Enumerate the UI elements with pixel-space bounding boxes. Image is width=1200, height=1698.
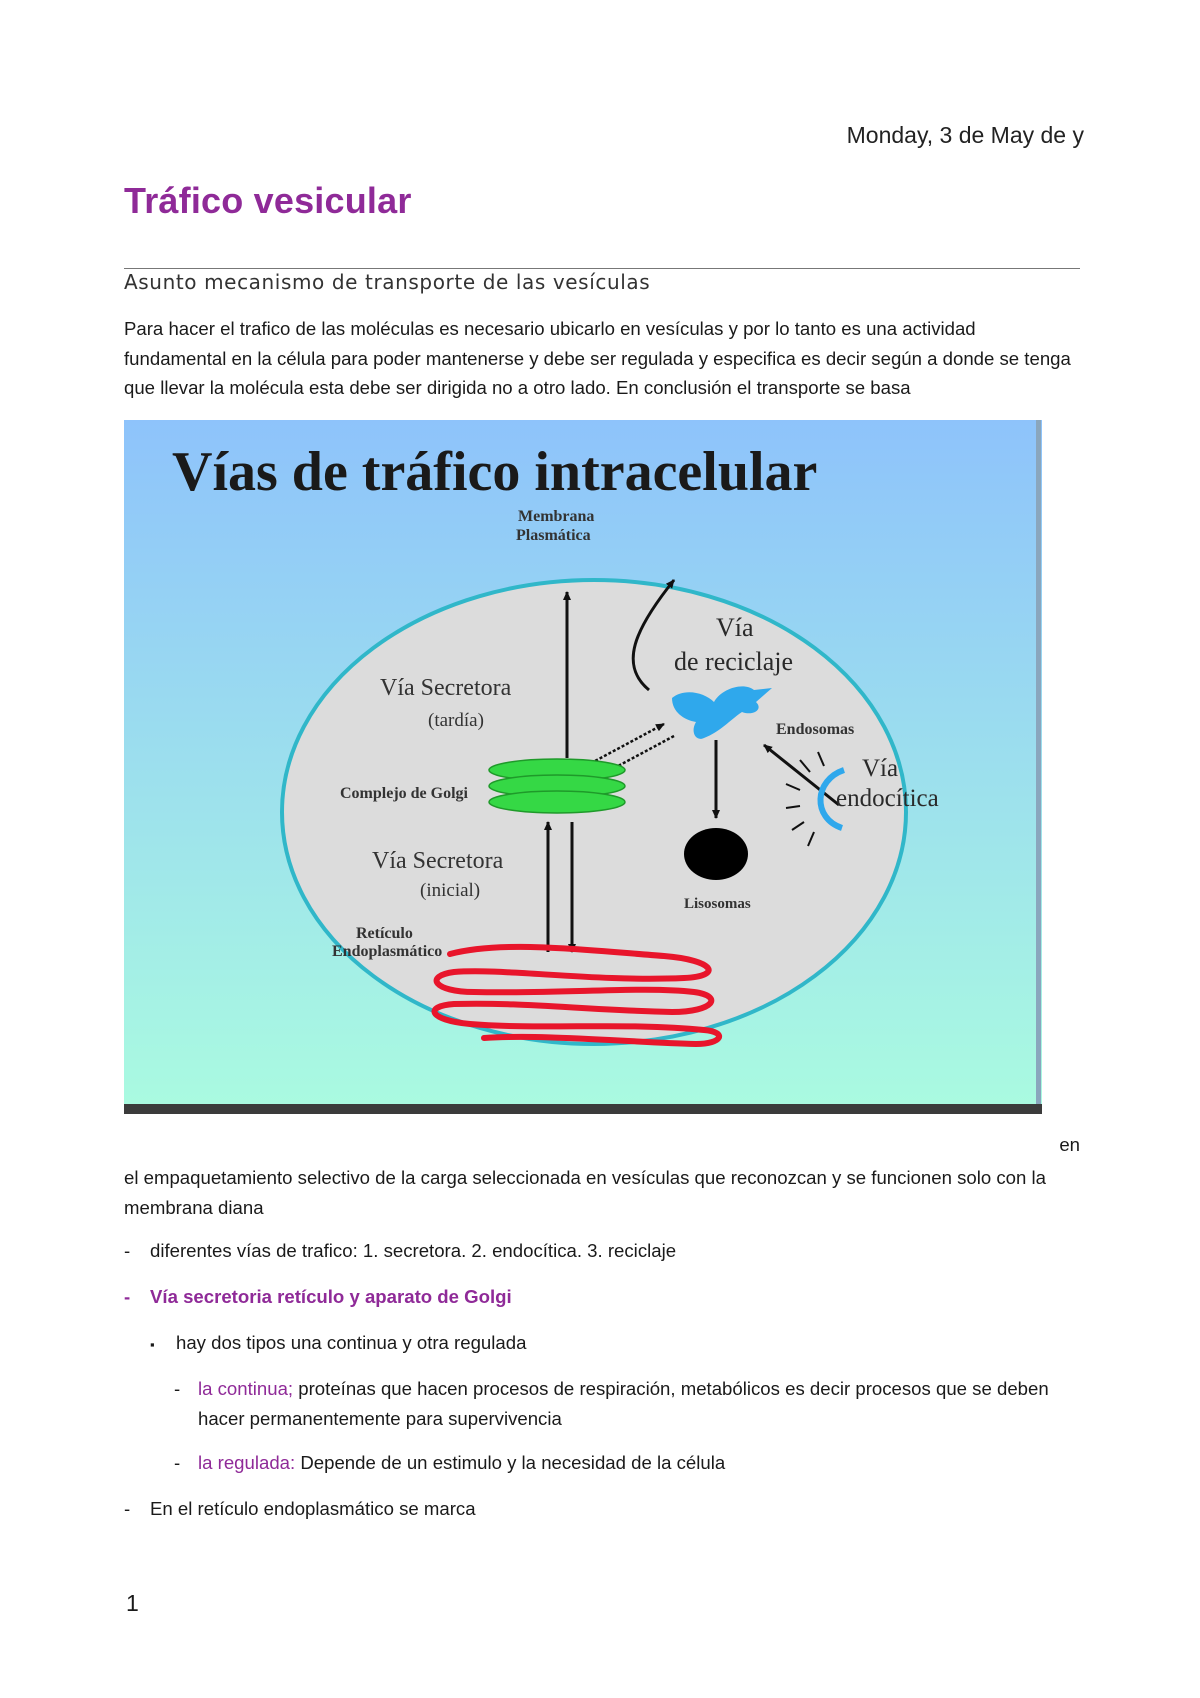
golgi-cisterna-3 bbox=[489, 791, 625, 813]
sub-sub-list-item-regulada: - la regulada: Depende de un estimulo y la necesidad de la célula bbox=[174, 1452, 726, 1473]
label-endosomas: Endosomas bbox=[776, 721, 855, 738]
label-via-secretora-inicial-2: (inicial) bbox=[420, 880, 481, 901]
header-date: Monday, 3 de May de y bbox=[846, 122, 1084, 148]
trafficking-diagram bbox=[124, 420, 1042, 1114]
diagram-title: Vías de tráfico intracelular bbox=[172, 441, 818, 503]
label-membrana-2: Plasmática bbox=[516, 527, 591, 544]
label-membrana-1: Membrana bbox=[518, 508, 595, 525]
label-via-endocitica-1: Vía bbox=[862, 755, 899, 782]
label-reticulo-2: Endoplasmático bbox=[332, 943, 443, 960]
intro-paragraph: Para hacer el trafico de las moléculas es necesario ubicarlo en vesículas y por lo tanto es una actividad fundamental en la célula para poder mantenerse y debe ser regulada y especifica es decir según a donde se tenga que llevar la molécula esta debe ser dirigida no a otro lado. En conclusión el transporte se basa bbox=[124, 318, 1071, 398]
list-item-secretory: - Vía secretoria retículo y aparato de Golgi bbox=[124, 1286, 512, 1307]
term-regulada: la regulada: bbox=[198, 1452, 296, 1473]
list-item: - En el retículo endoplasmático se marca bbox=[124, 1498, 476, 1519]
label-lisosomas: Lisosomas bbox=[684, 896, 751, 912]
label-via-endocitica-2: endocítica bbox=[836, 785, 939, 812]
continuation-word: en bbox=[1059, 1134, 1080, 1155]
subject-line: Asunto mecanismo de transporte de las vesículas bbox=[124, 270, 651, 294]
label-complejo-golgi: Complejo de Golgi bbox=[340, 785, 468, 802]
label-reticulo-1: Retículo bbox=[356, 925, 413, 942]
label-via-secretora-inicial-1: Vía Secretora bbox=[372, 848, 504, 874]
document-title: Tráfico vesicular bbox=[124, 180, 412, 221]
label-via-secretora-tardia-2: (tardía) bbox=[428, 710, 484, 731]
term-continua: la continua; bbox=[198, 1378, 294, 1399]
label-via-reciclaje-2: de reciclaje bbox=[674, 647, 794, 676]
conclusion-paragraph: el empaquetamiento selectivo de la carga seleccionada en vesículas que reconozcan y se funcionen solo con la membrana diana bbox=[124, 1167, 1046, 1218]
figure-right-edge bbox=[1036, 420, 1041, 1108]
sub-list-item: ▪ hay dos tipos una continua y otra regulada bbox=[150, 1332, 527, 1353]
title-divider bbox=[124, 268, 1080, 269]
label-via-reciclaje-1: Vía bbox=[716, 613, 754, 642]
label-via-secretora-tardia-1: Vía Secretora bbox=[380, 675, 512, 701]
page-number: 1 bbox=[126, 1590, 139, 1616]
lysosome-shape bbox=[684, 828, 748, 880]
figure-bottom-edge bbox=[124, 1104, 1042, 1114]
list-item: - diferentes vías de trafico: 1. secretora. 2. endocítica. 3. reciclaje bbox=[124, 1240, 677, 1261]
sub-sub-list-item-continua: - la continua; proteínas que hacen procesos de respiración, metabólicos es decir procesos que se deben hacer permanentemente para supervivencia bbox=[174, 1378, 1049, 1429]
